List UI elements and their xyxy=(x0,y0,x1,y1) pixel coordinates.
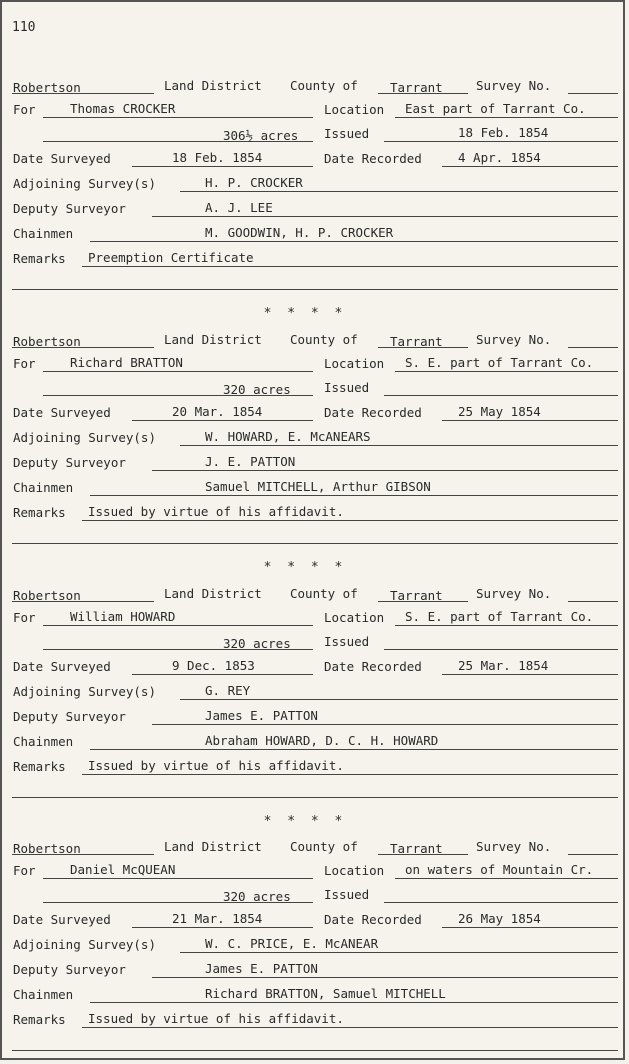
chainmen-line xyxy=(12,224,618,244)
issued-label: Issued xyxy=(324,380,370,395)
adjoining-line xyxy=(12,935,618,955)
chainmen-line xyxy=(12,985,618,1005)
date-surveyed-value: 21 Mar. 1854 xyxy=(172,911,263,926)
county-label: County of xyxy=(290,586,358,601)
district-line xyxy=(12,837,618,857)
remarks-value: Issued by virtue of his affidavit. xyxy=(88,1011,344,1026)
location-value: on waters of Mountain Cr. xyxy=(405,862,594,877)
record-divider-line xyxy=(12,1050,618,1051)
date-surveyed-value: 18 Feb. 1854 xyxy=(172,150,263,165)
remarks-label: Remarks xyxy=(13,1012,66,1027)
issued-label: Issued xyxy=(324,887,370,902)
remarks-line xyxy=(12,503,618,523)
chainmen-line xyxy=(12,732,618,752)
district-value: Robertson xyxy=(13,334,81,349)
date-recorded-value: 25 Mar. 1854 xyxy=(458,658,549,673)
page-number: 110 xyxy=(12,20,36,35)
date-surveyed-label: Date Surveyed xyxy=(13,151,111,166)
deputy-value: James E. PATTON xyxy=(205,961,318,976)
chainmen-label: Chainmen xyxy=(13,987,74,1002)
remarks-line xyxy=(12,757,618,777)
district-value: Robertson xyxy=(13,841,81,856)
record-divider-line xyxy=(12,289,618,290)
land-district-label: Land District xyxy=(164,586,262,601)
district-value: Robertson xyxy=(13,588,81,603)
remarks-label: Remarks xyxy=(13,505,66,520)
issued-label: Issued xyxy=(324,126,370,141)
date-surveyed-label: Date Surveyed xyxy=(13,405,111,420)
land-district-label: Land District xyxy=(164,332,262,347)
date-surveyed-value: 20 Mar. 1854 xyxy=(172,404,263,419)
acres-line xyxy=(12,124,618,144)
county-label: County of xyxy=(290,839,358,854)
for-label: For xyxy=(13,102,36,117)
dates-line xyxy=(12,149,618,169)
remarks-label: Remarks xyxy=(13,759,66,774)
record-separator: * * * * xyxy=(263,814,347,829)
remarks-line xyxy=(12,1010,618,1030)
remarks-line xyxy=(12,249,618,269)
acres-value: 320 acres xyxy=(223,636,291,651)
adjoining-value: G. REY xyxy=(205,683,251,698)
county-label: County of xyxy=(290,332,358,347)
survey-no-label: Survey No. xyxy=(476,332,552,347)
adjoining-line xyxy=(12,174,618,194)
land-district-label: Land District xyxy=(164,839,262,854)
for-line xyxy=(12,608,618,628)
date-surveyed-label: Date Surveyed xyxy=(13,912,111,927)
adjoining-line xyxy=(12,428,618,448)
date-recorded-value: 4 Apr. 1854 xyxy=(458,150,541,165)
issued-label: Issued xyxy=(324,634,370,649)
land-district-label: Land District xyxy=(164,78,262,93)
location-value: East part of Tarrant Co. xyxy=(405,101,586,116)
chainmen-label: Chainmen xyxy=(13,734,74,749)
acres-value: 306½ acres xyxy=(223,128,299,143)
deputy-line xyxy=(12,199,618,219)
record-separator: * * * * xyxy=(263,560,347,575)
chainmen-label: Chainmen xyxy=(13,480,74,495)
issued-value: 18 Feb. 1854 xyxy=(458,125,549,140)
location-label: Location xyxy=(324,610,385,625)
for-line xyxy=(12,861,618,881)
deputy-label: Deputy Surveyor xyxy=(13,201,126,216)
record-divider-line xyxy=(12,797,618,798)
record-divider-line xyxy=(12,543,618,544)
deputy-value: J. E. PATTON xyxy=(205,454,296,469)
for-label: For xyxy=(13,863,36,878)
for-label: For xyxy=(13,610,36,625)
location-value: S. E. part of Tarrant Co. xyxy=(405,355,594,370)
deputy-label: Deputy Surveyor xyxy=(13,455,126,470)
adjoining-value: W. C. PRICE, E. McANEAR xyxy=(205,936,379,951)
acres-line xyxy=(12,632,618,652)
survey-no-label: Survey No. xyxy=(476,586,552,601)
location-label: Location xyxy=(324,863,385,878)
district-line xyxy=(12,584,618,604)
adjoining-label: Adjoining Survey(s) xyxy=(13,176,156,191)
location-value: S. E. part of Tarrant Co. xyxy=(405,609,594,624)
remarks-value: Issued by virtue of his affidavit. xyxy=(88,758,344,773)
deputy-label: Deputy Surveyor xyxy=(13,962,126,977)
dates-line xyxy=(12,910,618,930)
chainmen-value: Abraham HOWARD, D. C. H. HOWARD xyxy=(205,733,439,748)
survey-no-label: Survey No. xyxy=(476,839,552,854)
chainmen-value: M. GOODWIN, H. P. CROCKER xyxy=(205,225,394,240)
acres-line xyxy=(12,378,618,398)
survey-no-label: Survey No. xyxy=(476,78,552,93)
deputy-label: Deputy Surveyor xyxy=(13,709,126,724)
adjoining-value: W. HOWARD, E. McANEARS xyxy=(205,429,371,444)
location-label: Location xyxy=(324,102,385,117)
for-value: William HOWARD xyxy=(70,609,176,624)
for-value: Daniel McQUEAN xyxy=(70,862,176,877)
county-value: Tarrant xyxy=(390,80,443,95)
deputy-line xyxy=(12,707,618,727)
for-line xyxy=(12,354,618,374)
date-recorded-label: Date Recorded xyxy=(324,912,422,927)
date-recorded-value: 25 May 1854 xyxy=(458,404,541,419)
deputy-value: A. J. LEE xyxy=(205,200,273,215)
deputy-value: James E. PATTON xyxy=(205,708,318,723)
for-line xyxy=(12,100,618,120)
date-recorded-label: Date Recorded xyxy=(324,151,422,166)
chainmen-value: Samuel MITCHELL, Arthur GIBSON xyxy=(205,479,431,494)
remarks-value: Issued by virtue of his affidavit. xyxy=(88,504,344,519)
for-value: Thomas CROCKER xyxy=(70,101,176,116)
record-separator: * * * * xyxy=(263,306,347,321)
date-surveyed-label: Date Surveyed xyxy=(13,659,111,674)
adjoining-label: Adjoining Survey(s) xyxy=(13,430,156,445)
county-value: Tarrant xyxy=(390,841,443,856)
deputy-line xyxy=(12,453,618,473)
dates-line xyxy=(12,657,618,677)
adjoining-line xyxy=(12,682,618,702)
dates-line xyxy=(12,403,618,423)
district-value: Robertson xyxy=(13,80,81,95)
county-value: Tarrant xyxy=(390,588,443,603)
county-value: Tarrant xyxy=(390,334,443,349)
adjoining-label: Adjoining Survey(s) xyxy=(13,937,156,952)
acres-line xyxy=(12,885,618,905)
location-label: Location xyxy=(324,356,385,371)
chainmen-line xyxy=(12,478,618,498)
date-surveyed-value: 9 Dec. 1853 xyxy=(172,658,255,673)
adjoining-label: Adjoining Survey(s) xyxy=(13,684,156,699)
chainmen-label: Chainmen xyxy=(13,226,74,241)
remarks-label: Remarks xyxy=(13,251,66,266)
for-value: Richard BRATTON xyxy=(70,355,183,370)
deputy-line xyxy=(12,960,618,980)
date-recorded-label: Date Recorded xyxy=(324,659,422,674)
chainmen-value: Richard BRATTON, Samuel MITCHELL xyxy=(205,986,446,1001)
date-recorded-label: Date Recorded xyxy=(324,405,422,420)
county-label: County of xyxy=(290,78,358,93)
for-label: For xyxy=(13,356,36,371)
remarks-value: Preemption Certificate xyxy=(88,250,254,265)
acres-value: 320 acres xyxy=(223,889,291,904)
district-line xyxy=(12,76,618,96)
adjoining-value: H. P. CROCKER xyxy=(205,175,303,190)
date-recorded-value: 26 May 1854 xyxy=(458,911,541,926)
district-line xyxy=(12,330,618,350)
acres-value: 320 acres xyxy=(223,382,291,397)
